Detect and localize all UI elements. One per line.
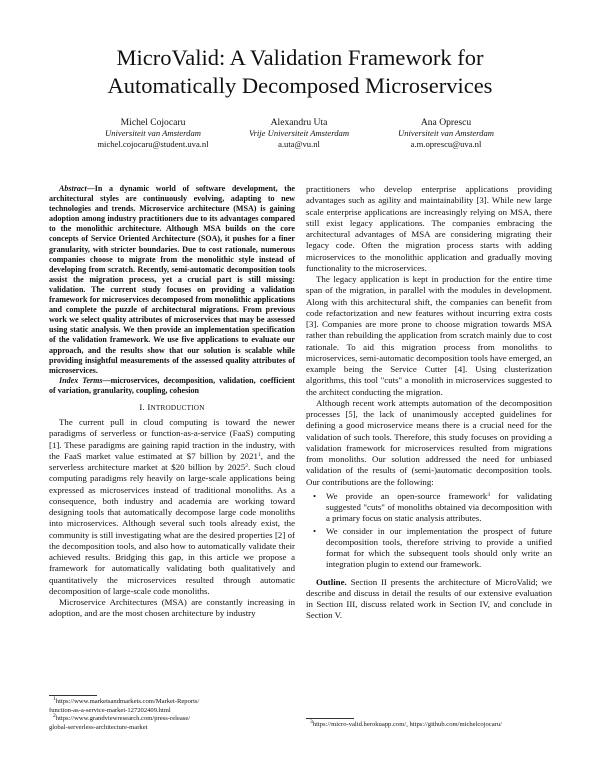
footnote-rule-left [49, 695, 97, 696]
footnote-url-line: https://micro-valid.herokuapp.com/, https://github.com/michelcojocaru/ [312, 721, 502, 728]
intro-text-a: The current pull in cloud computing is toward the newer paradigms of serverless or function-as-a-service (FaaS) computing [1]. These paradigms are gaining rapid traction in the industry, with the FaaS market value estimated at $7 billion by 2021 [49, 417, 295, 461]
index-terms-text: —microservices, decomposition, validation, coefficient of variation, granularity, coupling, cohesion [49, 375, 295, 395]
list-item [306, 491, 552, 525]
title-line-1: MicroValid: A Validation Framework for [116, 45, 484, 70]
intro-text-b: , and the serverless architecture market at $20 billion by 2025 [49, 450, 295, 473]
author-affiliation: Universiteit van Amsterdam [398, 128, 494, 138]
author-email: a.m.oprescu@uva.nl [410, 139, 482, 149]
section-initial: I [147, 401, 151, 412]
footnote-right [306, 721, 556, 730]
author-name: Ana Oprescu [420, 117, 472, 128]
footnote-1 [49, 698, 295, 707]
bullet-text-a: We provide an open-source framework [326, 490, 488, 501]
bullet-text: We consider in our implementation the prospect of future decomposition tools, therefore striving to provide a unified format for which the subsequent tools should only write an integration plugin to extend our framework. [326, 525, 552, 570]
author-affiliation: Vrije Universiteit Amsterdam [248, 128, 350, 138]
right-paragraph-2: The legacy application is kept in production for the entire time span of the migration, in parallel with the modules in development. Along with this architectural shift, the companies can benefit from code refactorization and new features without incurring extra costs [3]. Companies are more prone to choose migration towards MSA rather than rebuilding the application from scratch mainly due to cost rationale. To aid this migration process from monoliths to microservices, semi-automatic decomposition tools have emerged, an example being the Service Cutter [4]. Using clusterization algorithms, this tool "cuts" a monolith in microservices suggested to the architect conducting the migration. [306, 274, 552, 397]
footnote-ref-2: 2 [245, 463, 249, 470]
section-number: I. [139, 401, 145, 412]
footnote-mark: 3 [310, 719, 313, 725]
author-affiliation: Universiteit van Amsterdam [105, 128, 201, 138]
right-column [306, 184, 552, 622]
right-paragraph-3: Although recent work attempts automation of the decomposition processes [5], the lack of unanimously accepted guidelines for defining a good microservice means there is a crucial need for the validation of such tools. Therefore, this study focuses on providing a validation framework for microservices resulted from migrations from monoliths. Our solution addressed the need for unbiased validation of the results of (semi-)automatic decomposition tools. Our contributions are the following: [306, 397, 552, 487]
bullet-icon: • [313, 490, 317, 501]
index-terms [49, 376, 295, 396]
author-email: a.uta@vu.nl [278, 139, 320, 149]
footnote-rule-right [306, 718, 354, 719]
outline-text: Section II presents the architecture of MicroValid; we describe and discuss in detail the results of our extensive evaluation in Section III, discuss related work in Section IV, and conclude in Section V. [306, 576, 552, 621]
footnote-ref-3: 3 [487, 491, 491, 498]
outline-paragraph [306, 577, 552, 622]
footnote-mark: 2 [53, 713, 56, 719]
title-line-2: Automatically Decomposed Microservices [107, 73, 493, 98]
bullet-icon: • [313, 525, 317, 536]
footnote-ref-1: 1 [257, 451, 261, 458]
footnote-2 [49, 715, 295, 724]
intro-paragraph-1 [49, 417, 295, 597]
section-heading-introduction [49, 402, 295, 414]
abstract-label: Abstract [59, 184, 87, 193]
footnote-2-cont: global-serverless-architecture-market [49, 723, 148, 731]
footnote-1-cont: function-as-a-service-market-127202409.html [49, 706, 171, 714]
right-paragraph-1: practitioners who develop enterprise applications providing advantages such as agility and maintainability [3]. While new large scale enterprise applications are increasingly relying on MSA, there still exist legacy applications. The companies embracing the architectural advantages of MSA are considering migrating their legacy code. Often the migration process starts with adding microservices to the monolithic application and gradually moving functionality to the microservices. [306, 184, 552, 273]
intro-paragraph-2: Microservice Architectures (MSA) are constantly increasing in adoption, and are the most chosen architecture by industry [49, 597, 295, 619]
footnote-mark: 1 [53, 696, 56, 702]
footnote-url-line: https://www.grandviewresearch.com/press-release/ [55, 715, 191, 722]
paper-title [40, 44, 560, 100]
abstract [49, 184, 295, 376]
bullet-text-b: for validating suggested "cuts" of monoliths obtained via decomposition with a primary focus on static analysis attributes. [326, 490, 552, 524]
author-block-3 [346, 117, 546, 150]
author-name: Alexandru Uta [270, 117, 328, 128]
section-rest: NTRODUCTION [150, 403, 205, 412]
left-column [49, 184, 295, 620]
list-item [306, 526, 552, 571]
footnote-url-line: https://www.marketsandmarkets.com/Market-Reports/ [55, 698, 200, 705]
outline-label: Outline. [316, 576, 347, 587]
intro-text-c: . Such cloud computing paradigms rely heavily on large-scale applications being expressed as microservices instead of traditional monoliths. As a consequence, both industry and academia are working toward designing tools that automatically decompose large code monoliths into microservices. Although several such tools already exist, the community is still investigating what are the desired properties [2] of the decomposition tools, and also how to automatically validate their achieved results. Bridging this gap, in this article we propose a framework for automatically validating both qualitatively and quantitatively the microservices resulted through automatic decomposition of large-scale code monoliths. [49, 462, 296, 596]
author-email: michel.cojocaru@student.uva.nl [97, 139, 209, 149]
contributions-list [306, 491, 552, 571]
footnotes-left [49, 698, 295, 732]
abstract-text: —In a dynamic world of software development, the architectural styles are continuously evolving, adapting to new technologies and trends. Microservice architecture (MSA) is gaining adoption among industry practitioners due to its advantages compared to the monolithic architecture. Although MSA builds on the core concepts of Service Oriented Architecture (SOA), it pushes for a finer granularity, with stricter boundaries. Due to cost rationale, numerous companies choose to migrate from the monolithic style instead of developing from scratch. Recently, semi-automatic decomposition tools assist the migration process, yet a crucial part is still missing: validation. The current study focuses on providing a validation framework for microservices decomposed from monolithic applications and complete the puzzle of architectural migrations. From previous work we select quality attributes of microservices that may be assessed using static analysis. We then provide an implementation specification of the validation framework. We use five applications to evaluate our approach, and the results show that our solution is scalable while providing insightful measurements of the assessed quality attributes of microservices. [49, 184, 295, 375]
author-name: Michel Cojocaru [120, 117, 186, 128]
footnote-3 [306, 721, 556, 730]
index-terms-label: Index Terms [59, 375, 103, 385]
